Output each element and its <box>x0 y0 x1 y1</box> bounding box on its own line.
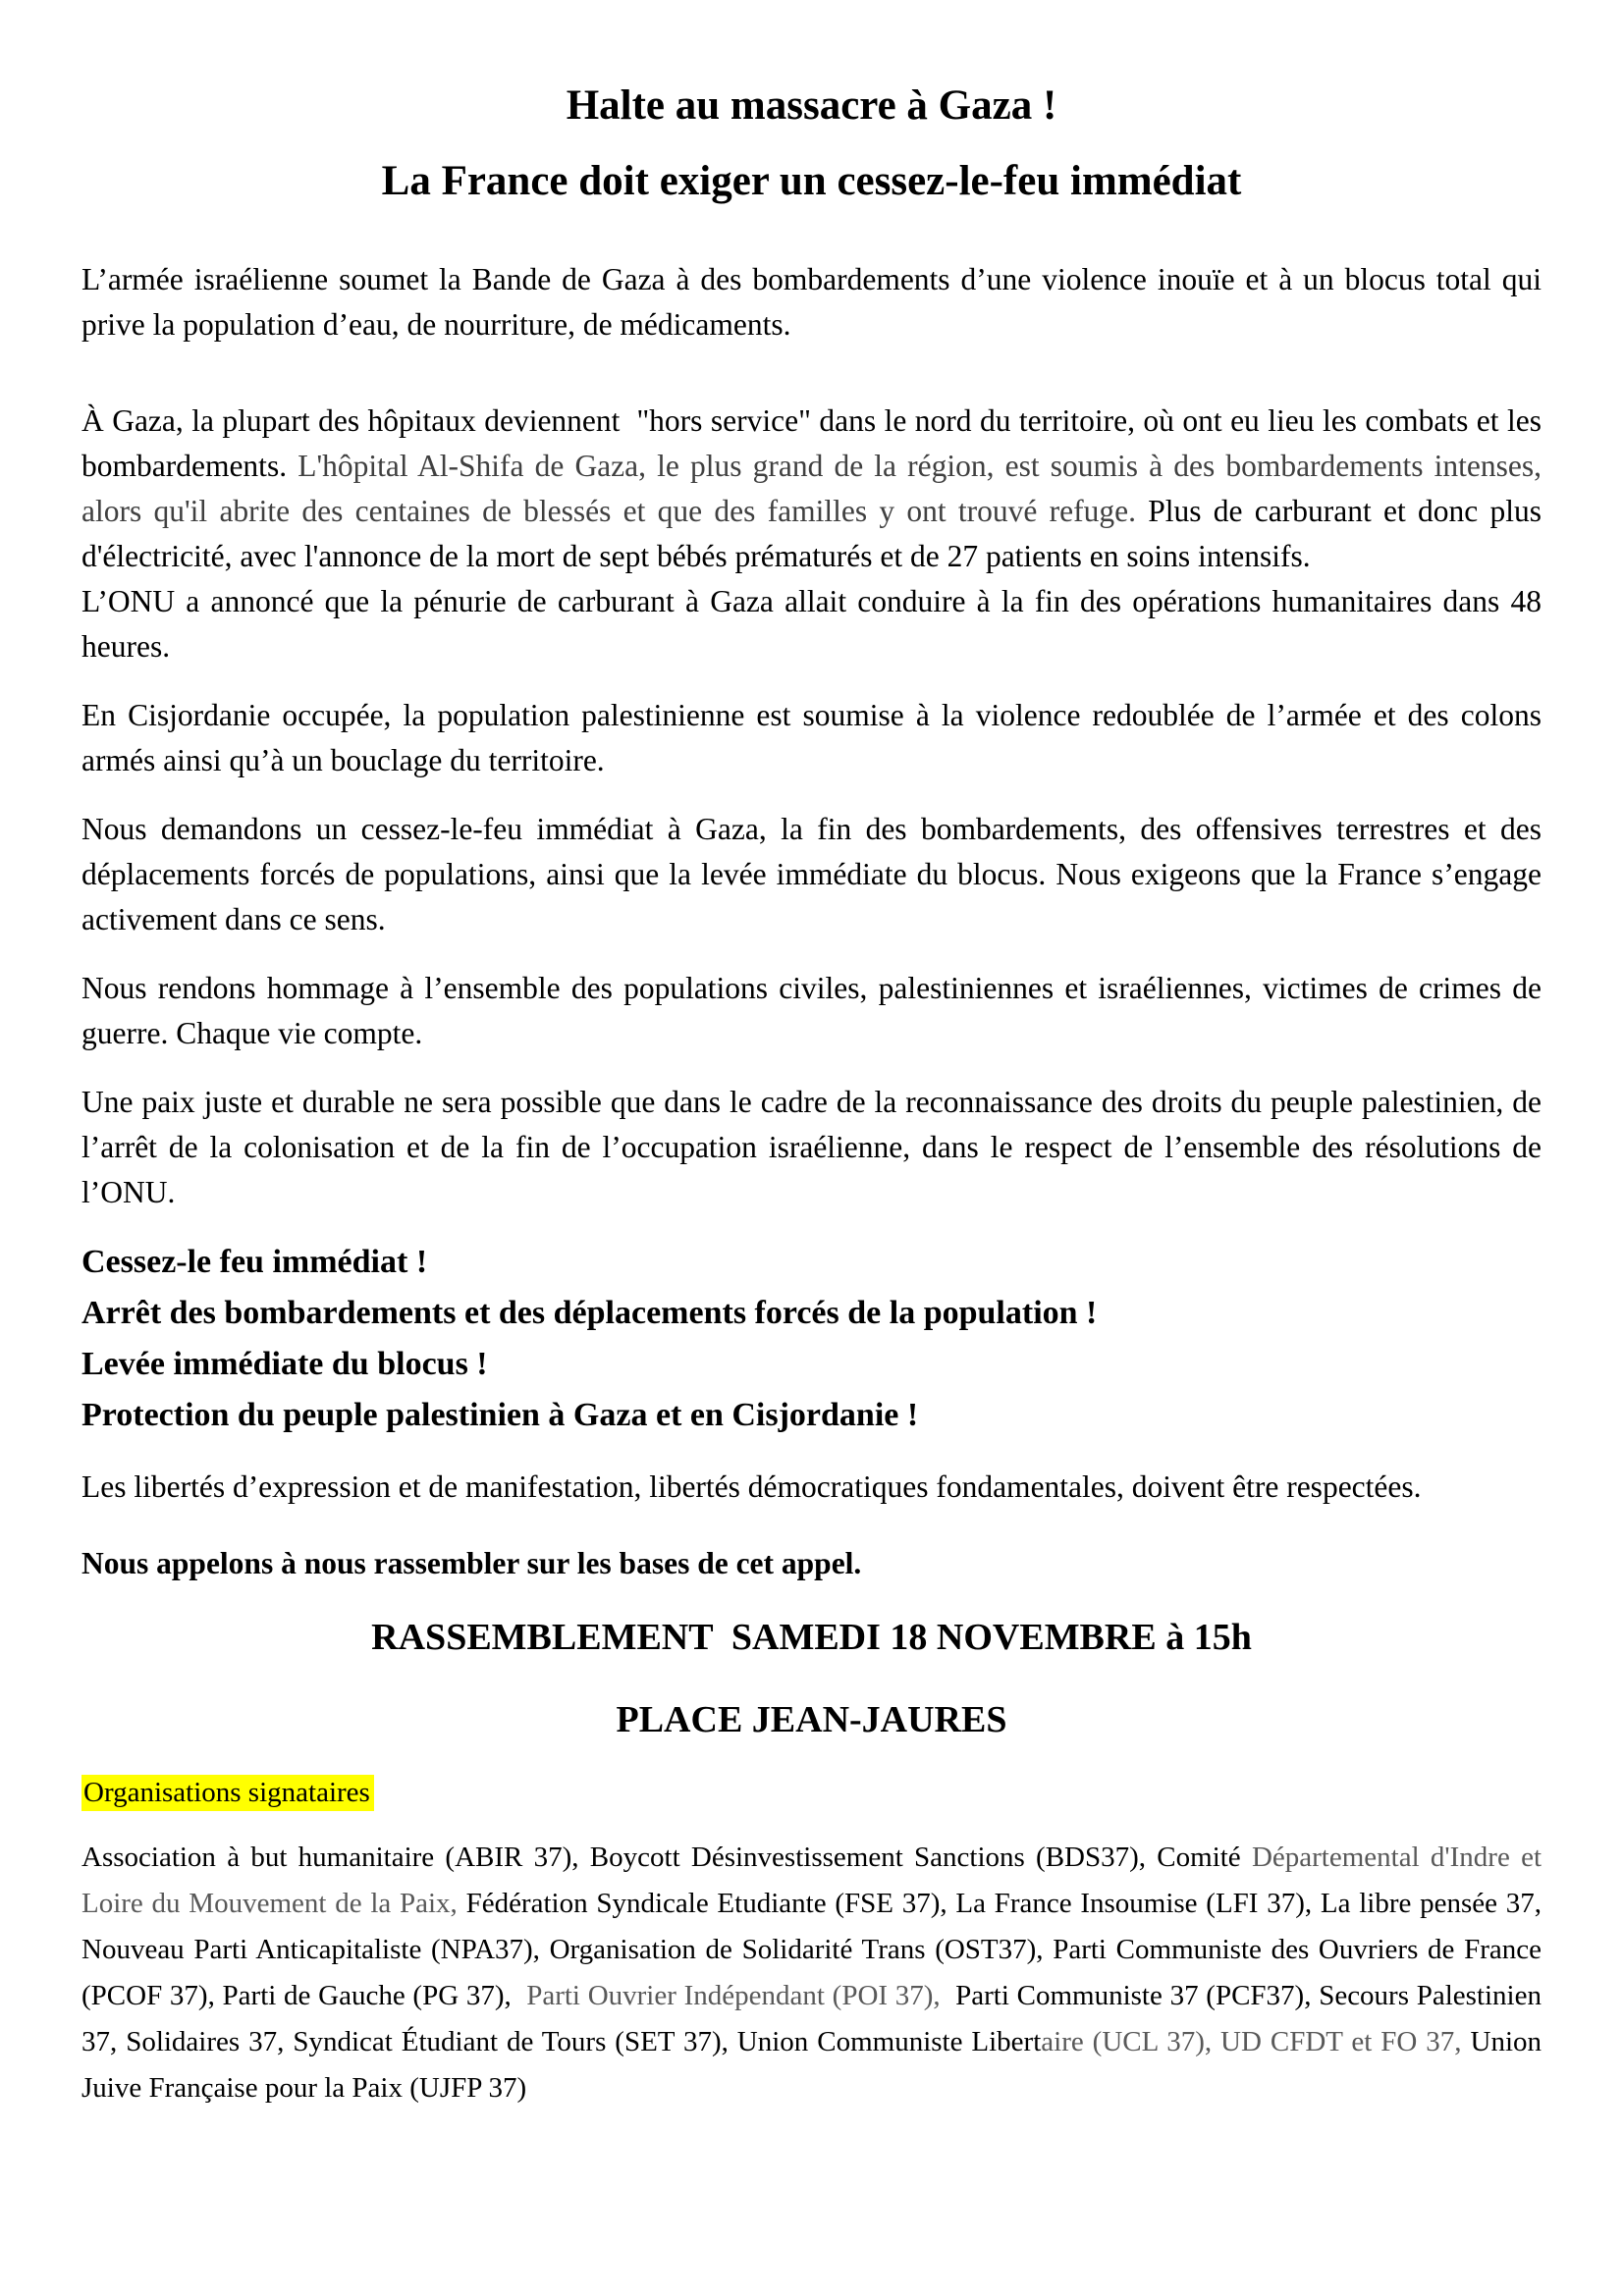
slogan-line-3: Levée immédiate du blocus ! <box>81 1346 488 1383</box>
signatories-paragraph <box>81 1835 1549 2111</box>
text-run-muted: Départemental d'Indre et Loire du Mouvement de la Paix, <box>81 1842 1549 1920</box>
paragraph-hospitals <box>81 399 1549 579</box>
paragraph-intro: L’armée israélienne soumet la Bande de Gaza à des bombardements d’une violence inouïe et à un blocus total qui prive la population d’eau, de nourriture, de médicaments. <box>81 262 1549 343</box>
paragraph-hommage: Nous rendons hommage à l’ensemble des populations civiles, palestiniennes et israéliennes, victimes de crimes de guerre. Chaque vie compte. <box>81 971 1549 1051</box>
signatories-label: Organisations signataires <box>81 1775 374 1811</box>
signatories-label-row <box>81 1775 1542 1811</box>
text-run: Parti Communiste 37 (PCF37), Secours Palestinien 37, Solidaires 37, Syndicat Étudiant de Tours (SET 37), Union Communiste Libert <box>81 1980 1549 2058</box>
slogan-block <box>81 1237 1542 1441</box>
text-run: Fédération Syndicale Etudiante (FSE 37), La France Insoumise (LFI 37), La libre pensée 37, Nouveau Parti Anticapitaliste (NPA37), Organisation de Solidarité Trans (OST37), Parti Communiste des Ouvriers de France (PCOF 37), Parti de Gauche (PG 37), <box>81 1888 1549 2012</box>
rally-heading-place: PLACE JEAN-JAURES <box>616 1699 1007 1741</box>
slogan-line-2: Arrêt des bombardements et des déplacements forcés de la population ! <box>81 1295 1098 1332</box>
slogan-line-4: Protection du peuple palestinien à Gaza et en Cisjordanie ! <box>81 1397 919 1434</box>
paragraph-libertes: Les libertés d’expression et de manifestation, libertés démocratiques fondamentales, doivent être respectées. <box>81 1469 1422 1505</box>
text-run: À Gaza, la plupart des hôpitaux deviennent "hors service" dans le nord du territoire, où ont eu lieu les combats et les bombardements. <box>81 403 1549 484</box>
slogan-line-1: Cessez-le feu immédiat ! <box>81 1244 428 1281</box>
text-run-muted: Parti Ouvrier Indépendant (POI 37), <box>526 1980 956 2012</box>
paragraph-paix: Une paix juste et durable ne sera possible que dans le cadre de la reconnaissance des droits du peuple palestinien, de l’arrêt de la colonisation et de la fin de l’occupation israélienne, dans le respect de l’ensemble des résolutions de l’ONU. <box>81 1085 1549 1210</box>
paragraph-demande: Nous demandons un cessez-le-feu immédiat à Gaza, la fin des bombardements, des offensives terrestres et des déplacements forcés de populations, ainsi que la levée immédiate du blocus. Nous exigeons que la France s’engage activement dans ce sens. <box>81 812 1549 937</box>
flyer-title-line1: Halte au massacre à Gaza ! <box>566 82 1057 129</box>
appeal-line: Nous appelons à nous rassembler sur les bases de cet appel. <box>81 1546 862 1581</box>
paragraph-onu: L’ONU a annoncé que la pénurie de carburant à Gaza allait conduire à la fin des opérations humanitaires dans 48 heures. <box>81 584 1549 665</box>
text-run: Association à but humanitaire (ABIR 37), Boycott Désinvestissement Sanctions (BDS37), Comité <box>81 1842 1252 1874</box>
text-run-quoted-source: L'hôpital Al-Shifa de Gaza, le plus grand de la région, est soumis à des bombardements intenses, alors qu'il abrite des centaines de blessés et que des familles y ont trouvé refuge. <box>81 449 1549 529</box>
text-run-muted: aire (UCL 37), UD CFDT et FO 37, <box>1041 2026 1471 2058</box>
paragraph-cisjordanie: En Cisjordanie occupée, la population palestinienne est soumise à la violence redoublée de l’armée et des colons armés ainsi qu’à un bouclage du territoire. <box>81 698 1549 778</box>
flyer-title-line2: La France doit exiger un cessez-le-feu immédiat <box>381 158 1242 205</box>
text-run: Plus de carburant et donc plus d'électricité, avec l'annonce de la mort de sept bébés prématurés et de 27 patients en soins intensifs. <box>81 494 1549 574</box>
text-run: Union Juive Française pour la Paix (UJFP 37) <box>81 2026 1549 2105</box>
rally-heading-date: RASSEMBLEMENT SAMEDI 18 NOVEMBRE à 15h <box>371 1617 1252 1659</box>
